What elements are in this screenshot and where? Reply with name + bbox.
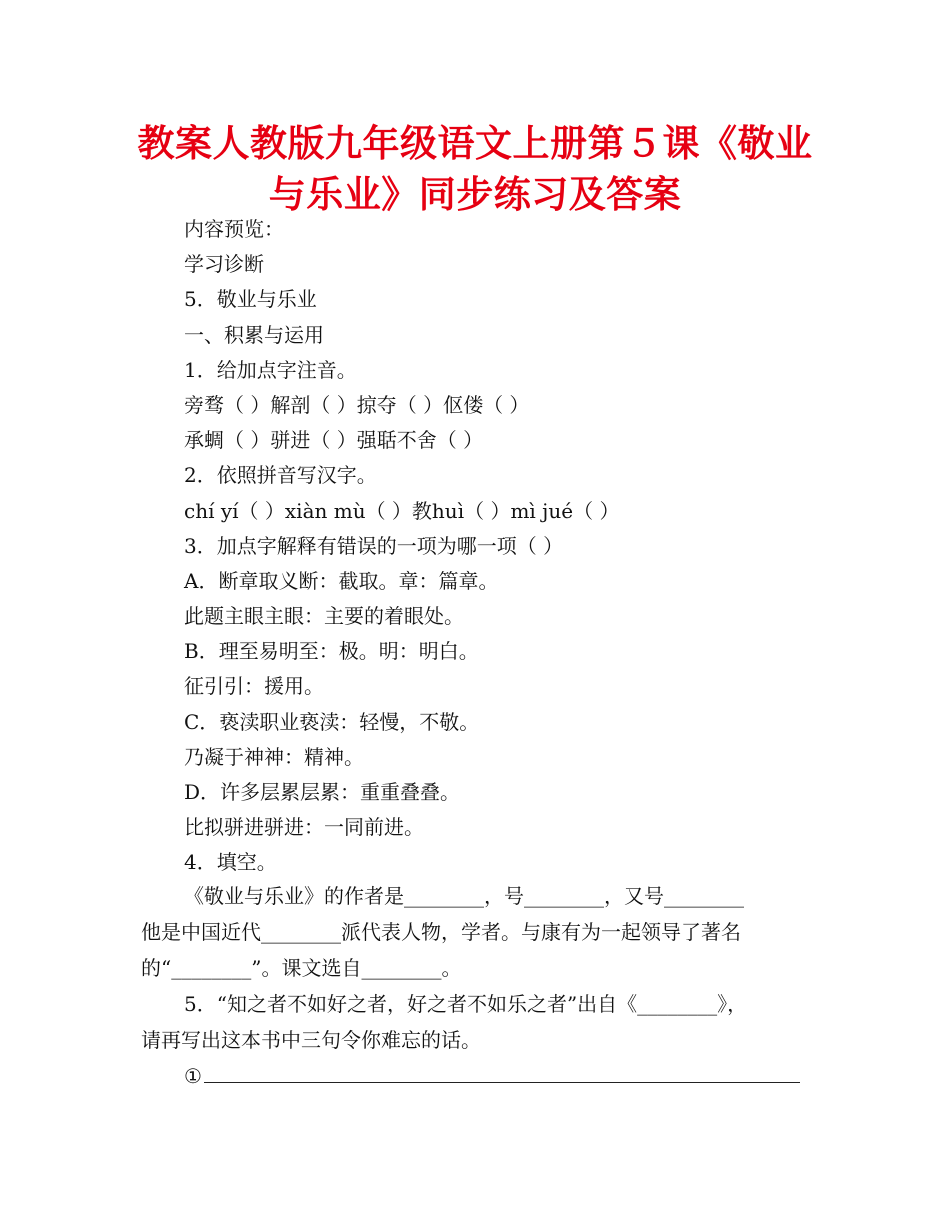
text-line: 此题主眼主眼：主要的着眼处。 xyxy=(184,604,464,629)
document-title xyxy=(100,118,850,220)
text-line: 3．加点字解释有错误的一项为哪一项（ ） xyxy=(184,533,564,558)
question-5-paragraph xyxy=(141,986,821,1058)
text-line: D．许多层累层累：重重叠叠。 xyxy=(184,780,461,804)
answer-blank-rule xyxy=(204,1060,800,1083)
text-line: 旁骛（ ）解剖（ ）掠夺（ ）伛偻（ ） xyxy=(184,392,530,417)
text-line: 征引引：援用。 xyxy=(184,674,324,699)
text-line: 1．给加点字注音。 xyxy=(184,357,357,382)
text-line: 4．填空。 xyxy=(184,850,277,875)
text-line: A．断章取义断：截取。章：篇章。 xyxy=(184,568,499,593)
text-line: 学习诊断 xyxy=(184,252,264,277)
text-line: 内容预览： xyxy=(184,217,284,241)
paragraph-row: 的“________”。课文选自________。 xyxy=(141,956,462,980)
title-line-1: 教案人教版九年级语文上册第５课《敬业 xyxy=(137,122,813,165)
paragraph-row: 他是中国近代________派代表人物，学者。与康有为一起领导了著名 xyxy=(141,920,741,944)
text-line: B．理至易明至：极。明：明白。 xyxy=(184,639,479,664)
question-4-paragraph xyxy=(141,878,821,986)
answer-marker: ① xyxy=(184,1064,202,1088)
paragraph-row: 请再写出这本书中三句令你难忘的话。 xyxy=(141,1028,481,1052)
title-line-2: 与乐业》同步练习及答案 xyxy=(268,173,682,216)
text-line: 乃凝于神神：精神。 xyxy=(184,744,364,769)
text-line: 承蜩（ ）骈进（ ）强聒不舍（ ） xyxy=(184,428,484,453)
text-line: chí yí（ ）xiàn mù（ ）教huì（ ）mì jué（ ） xyxy=(184,498,620,523)
exercise-lines xyxy=(184,212,824,881)
text-line: 2．依照拼音写汉字。 xyxy=(184,463,377,488)
text-line: 5．敬业与乐业 xyxy=(184,287,317,312)
text-line: 一、积累与运用 xyxy=(184,322,324,347)
text-line: C．亵渎职业亵渎：轻慢，不敬。 xyxy=(184,709,480,734)
answer-line-1 xyxy=(184,1058,800,1094)
text-line: 比拟骈进骈进：一同前进。 xyxy=(184,815,424,840)
paragraph-row: 《敬业与乐业》的作者是________，号________，又号________ xyxy=(184,884,744,908)
paragraph-row: 5．“知之者不如好之者，好之者不如乐之者”出自《________》， xyxy=(184,992,748,1016)
